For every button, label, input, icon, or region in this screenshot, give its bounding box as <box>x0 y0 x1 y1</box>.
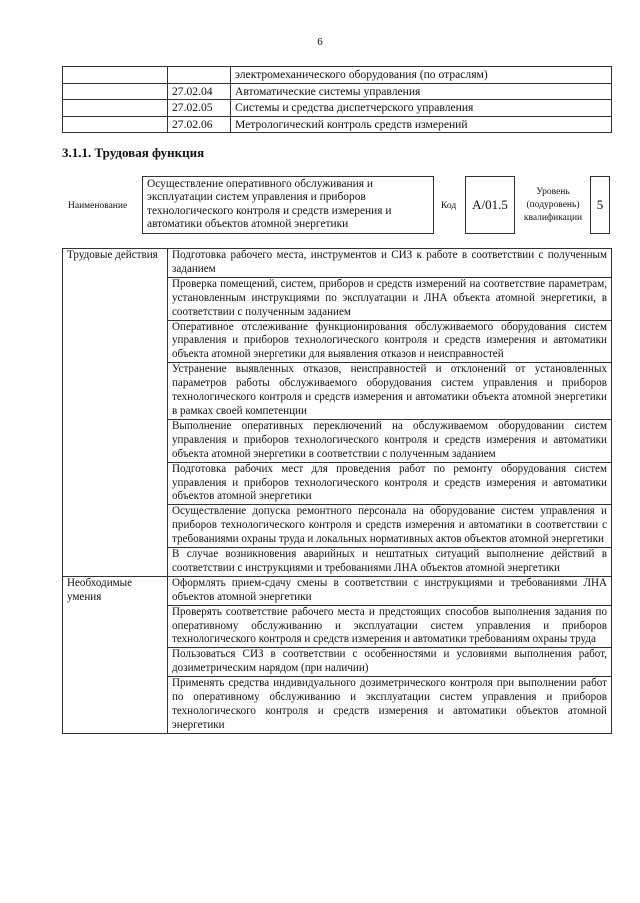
labor-action-item: Выполнение оперативных переключений на обслуживаемом оборудовании систем управления и приборов технологического контроля и средств измерения и автоматики объекта атомной энергетики в соответствии с полученным заданием <box>168 419 612 462</box>
specialty-name: электромеханического оборудования (по отраслям) <box>231 67 612 84</box>
specialty-name: Системы и средства диспетчерского управления <box>231 100 612 117</box>
qualification-level <box>590 176 610 234</box>
page-number: 6 <box>317 36 323 48</box>
labor-action-item: Осуществление допуска ремонтного персонала на оборудование систем управления и приборов технологического контроля и средств измерения и автоматики в соответствии с требованиями охраны труда и локальных нормативных актов объектов атомной энергетики <box>168 505 612 548</box>
table-row <box>63 83 612 100</box>
specialty-code: 27.02.06 <box>168 116 231 133</box>
labor-action-item: В случае возникновения аварийных и нештатных ситуаций выполнение действий в соответствии с инструкциями и требованиями ЛНА объектов атомной энергетики <box>168 548 612 577</box>
function-name-label: Наименование <box>68 201 128 211</box>
table-row <box>63 67 612 84</box>
qualification-level-label: Уровень (подуровень) квалификации <box>523 187 583 223</box>
table-cell-empty <box>63 100 168 117</box>
function-code-label: Код <box>441 201 457 211</box>
function-name: Осуществление оперативного обслуживания и эксплуатации систем управления и приборов технологического контроля и средств измерения и автоматики объектов атомной энергетики <box>142 176 434 234</box>
function-details-table <box>62 248 612 734</box>
skill-item: Оформлять прием-сдачу смены в соответствии с инструкциями и требованиями ЛНА объектов атомной энергетики <box>168 576 612 605</box>
specialty-code: 27.02.04 <box>168 83 231 100</box>
table-row <box>63 116 612 133</box>
labor-action-item: Оперативное отслеживание функционирования обслуживаемого оборудования систем управления и приборов технологического контроля и средств измерения и автоматики объекта атомной энергетики для выявления отказов и неисправностей <box>168 320 612 363</box>
skill-item: Применять средства индивидуального дозиметрического контроля при выполнении работ по оперативному обслуживанию и эксплуатации систем управления и приборов технологического контроля и средств измерения и автоматики объектов атомной энергетики <box>168 677 612 734</box>
function-code-value: A/01.5 <box>472 197 508 212</box>
table-row <box>63 576 612 605</box>
section-heading: 3.1.1. Трудовая функция <box>62 145 205 160</box>
specialty-name: Метрологический контроль средств измерений <box>231 116 612 133</box>
labor-action-item: Устранение выявленных отказов, неисправностей и отклонений от установленных параметров работы обслуживаемого оборудования систем управления и приборов технологического контроля и средств измерения и автоматики объекта атомной энергетики в рамках своей компетенции <box>168 363 612 420</box>
labor-action-item: Проверка помещений, систем, приборов и средств измерений на соответствие параметрам, установленным инструкциями по эксплуатации и ЛНА объекта атомной энергетики, в соответствии с полученным заданием <box>168 277 612 320</box>
specialty-name: Автоматические системы управления <box>231 83 612 100</box>
skill-item: Проверять соответствие рабочего места и предстоящих способов выполнения задания по оперативному обслуживанию и эксплуатации систем управления и приборов технологического контроля и средств измерения и автоматики требованиям охраны труда <box>168 605 612 648</box>
skill-item: Пользоваться СИЗ в соответствии с особенностями и условиями выполнения работ, дозиметрическим нарядом (при наличии) <box>168 648 612 677</box>
specialty-code: 27.02.05 <box>168 100 231 117</box>
table-row <box>63 100 612 117</box>
specialties-table <box>62 66 612 133</box>
labor-action-item: Подготовка рабочих мест для проведения работ по ремонту оборудования систем управления и приборов технологического контроля и средств измерения и автоматики объектов атомной энергетики <box>168 462 612 505</box>
labor-action-item: Подготовка рабочего места, инструментов и СИЗ к работе в соответствии с полученным заданием <box>168 249 612 278</box>
table-cell-empty <box>63 116 168 133</box>
table-cell-empty <box>63 67 168 84</box>
table-row <box>63 249 612 278</box>
function-code <box>465 176 515 234</box>
labor-actions-label: Трудовые действия <box>63 249 168 577</box>
qualification-level-value: 5 <box>596 197 604 212</box>
table-cell-empty <box>63 83 168 100</box>
specialty-code <box>168 67 231 84</box>
required-skills-label: Необходимые умения <box>63 576 168 733</box>
